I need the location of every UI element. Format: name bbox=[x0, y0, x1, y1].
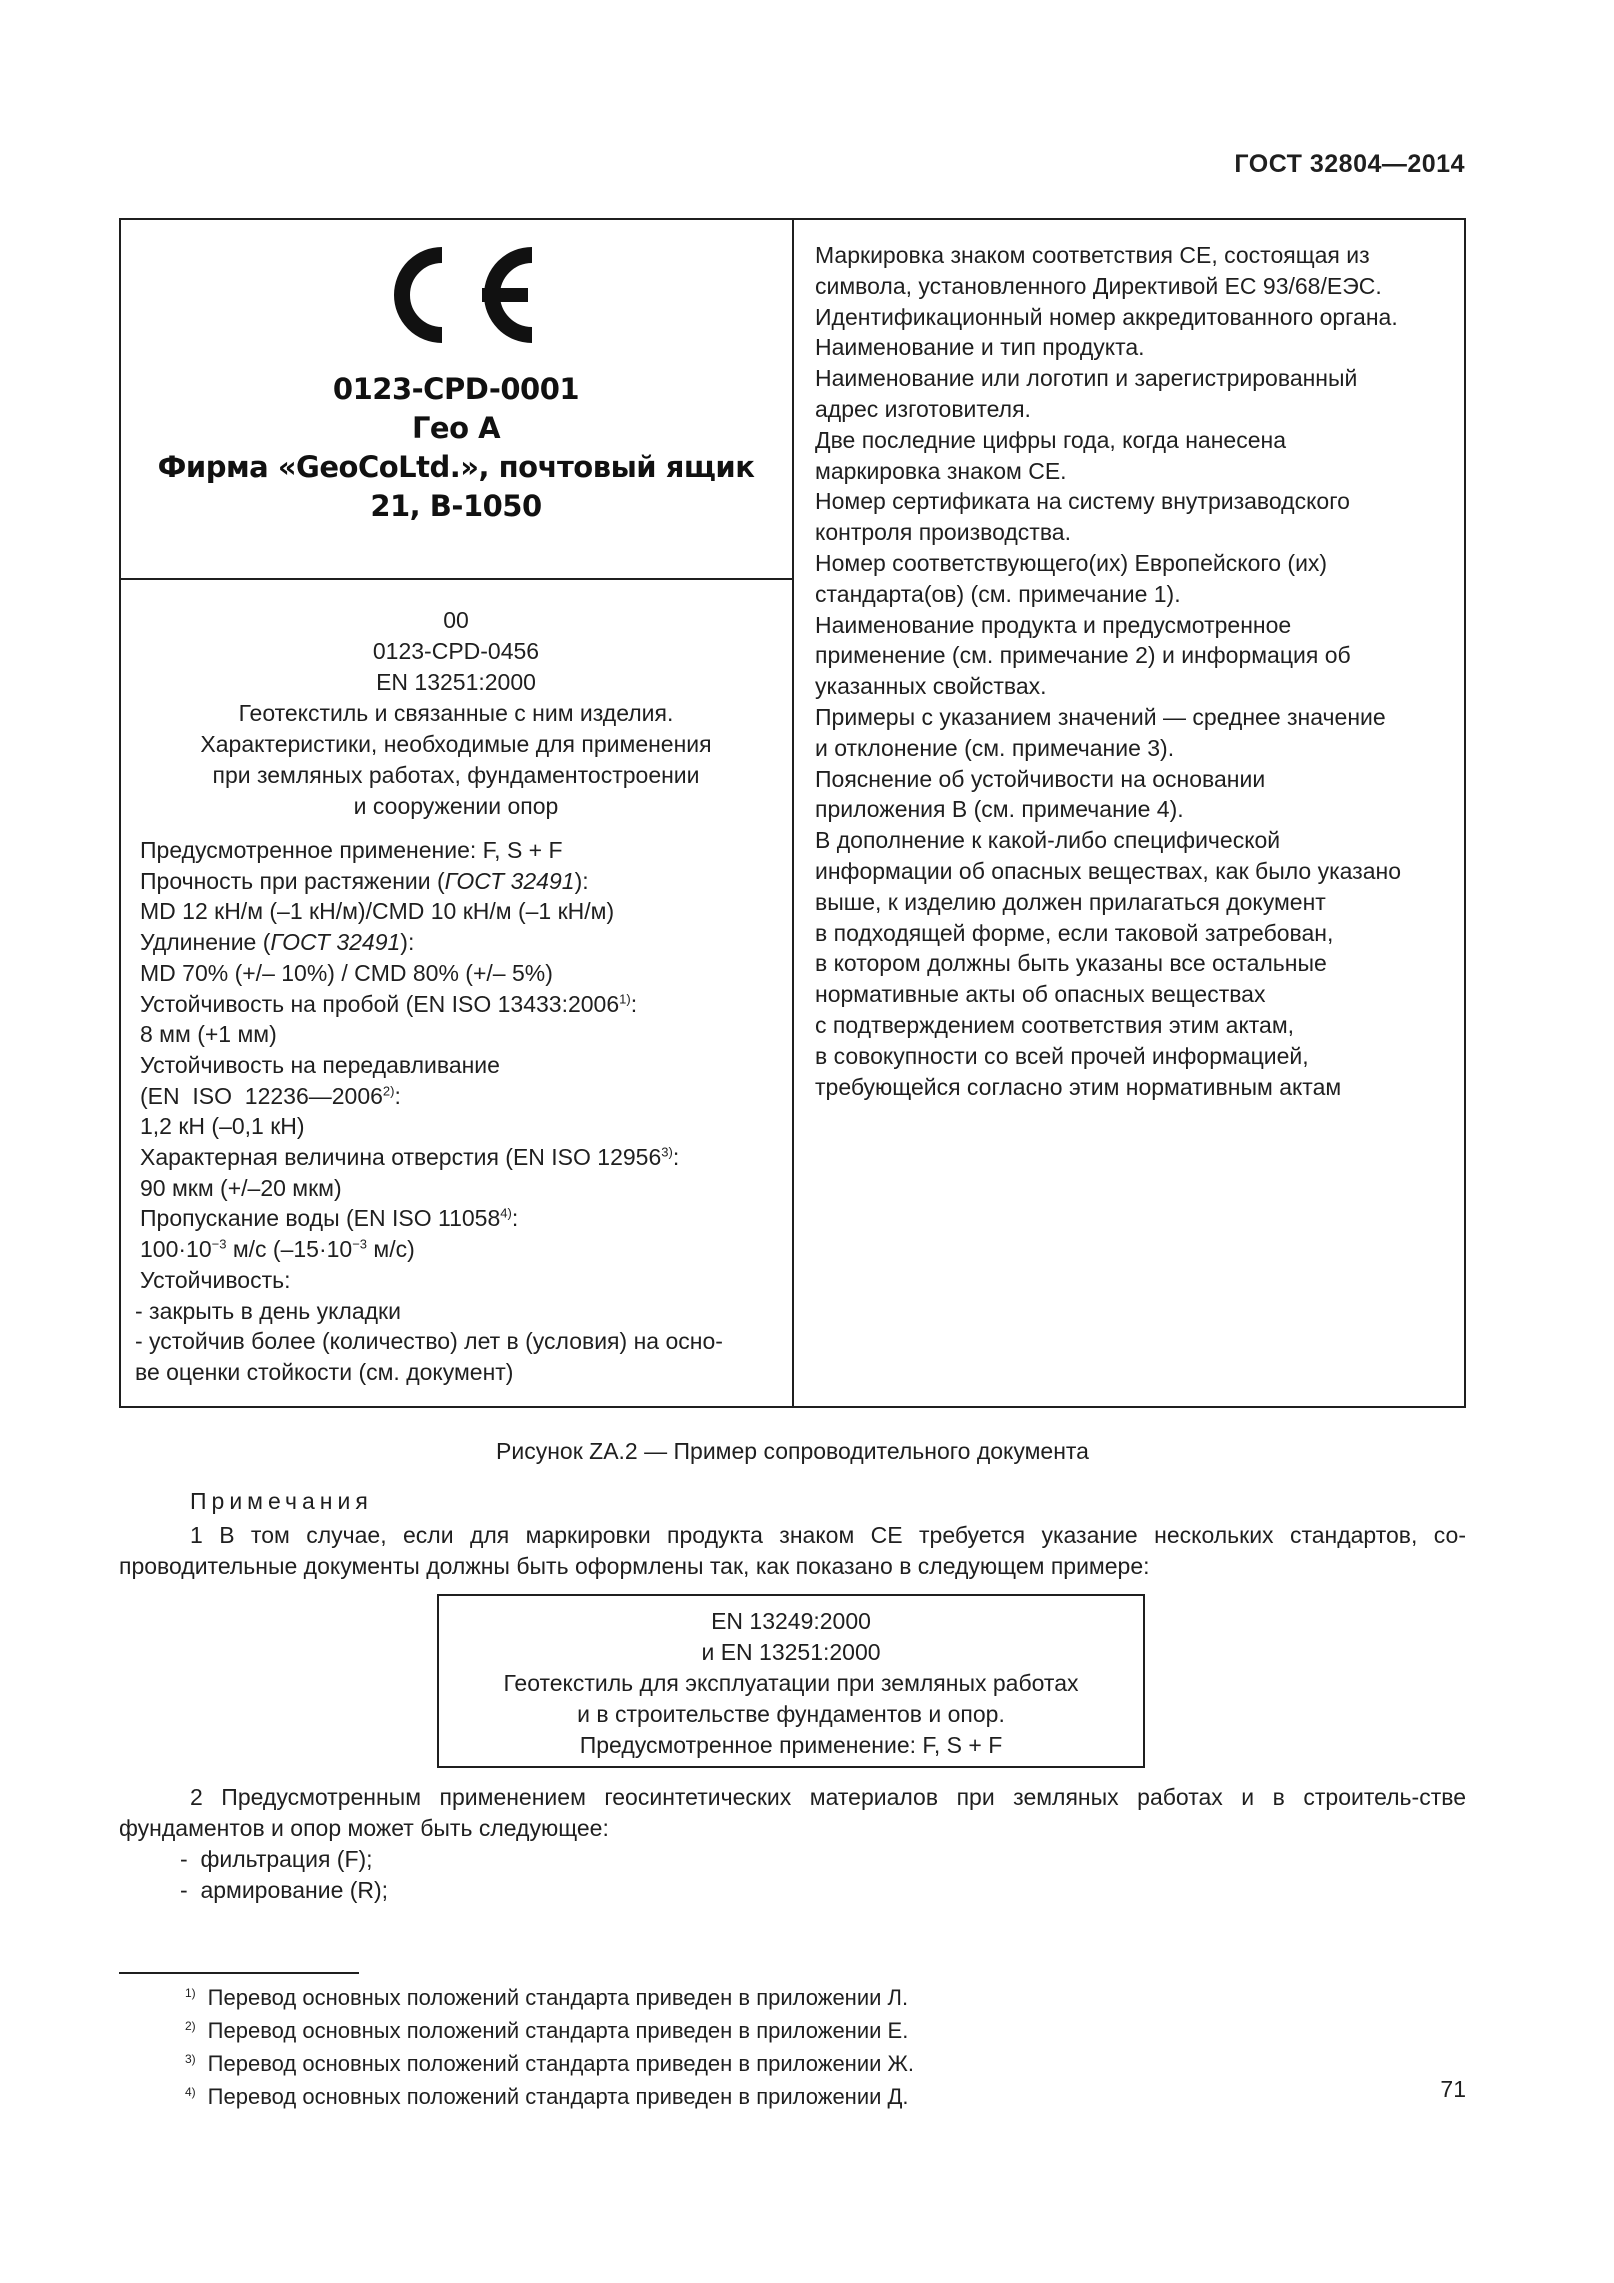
text-span: Характерная величина отверстия (EN ISO 12956 bbox=[140, 1144, 662, 1171]
footnote-mark: 4) bbox=[185, 2085, 196, 2099]
property-line: - закрыть в день укладки bbox=[135, 1297, 401, 1324]
property-line: 8 мм (+1 мм) bbox=[140, 1021, 277, 1048]
footnote-mark: 1) bbox=[185, 1986, 196, 2000]
text-span: Прочность при растяжении ( bbox=[140, 867, 445, 894]
explanation-line: в котором должны быть указаны все остальные bbox=[815, 950, 1327, 977]
example-line: Геотекстиль для эксплуатации при земляных работах bbox=[503, 1670, 1079, 1696]
text-line: 0123-CPD-0456 bbox=[372, 638, 540, 664]
footnote-divider bbox=[119, 1972, 359, 1974]
manufacturer-line: Фирма «GeoCoLtd.», почтовый ящик bbox=[157, 450, 755, 484]
product-name: Гео А bbox=[411, 411, 501, 445]
explanation-line: и отклонение (см. примечание 3). bbox=[815, 734, 1175, 761]
property-line bbox=[140, 1234, 780, 1265]
standard-ref: ГОСТ 32491 bbox=[444, 867, 575, 894]
text-span: ): bbox=[574, 867, 589, 894]
footnotes bbox=[185, 1983, 914, 2115]
text-span: 100·10 bbox=[140, 1236, 212, 1263]
list-item: - фильтрация (F); bbox=[180, 1846, 373, 1872]
explanation-line: маркировка знаком СЕ. bbox=[815, 457, 1067, 484]
text-span: м/с (–15·10 bbox=[226, 1236, 353, 1263]
bullet-list bbox=[180, 1844, 388, 1906]
explanation-line: стандарта(ов) (см. примечание 1). bbox=[815, 580, 1181, 607]
figure-caption: Рисунок ZA.2 — Пример сопроводительного документа bbox=[496, 1438, 1089, 1464]
footnote-ref: 3) bbox=[661, 1144, 673, 1160]
property-line: 1,2 кН (–0,1 кН) bbox=[140, 1113, 305, 1140]
text-span: Удлинение ( bbox=[140, 929, 271, 956]
text-span: Устойчивость на пробой (EN ISO 13433:2006 bbox=[140, 990, 620, 1017]
document-header: ГОСТ 32804—2014 bbox=[1234, 150, 1465, 178]
example-line: и в строительстве фундаментов и опор. bbox=[577, 1701, 1005, 1727]
ce-mark-block bbox=[125, 370, 787, 526]
note-paragraph: 2 Предусмотренным применением геосинтетических материалов при земляных работах и в строитель-стве фундаментов и опор может быть следующее: bbox=[119, 1784, 1466, 1841]
example-line: Предусмотренное применение: F, S + F bbox=[579, 1732, 1003, 1758]
explanation-line: Наименование или логотип и зарегистрированный bbox=[815, 365, 1358, 392]
footnote-text: Перевод основных положений стандарта приведен в приложении Ж. bbox=[207, 2051, 914, 2076]
explanation-line: Номер соответствующего(их) Европейского (их) bbox=[815, 549, 1328, 576]
footnote-ref: 1) bbox=[619, 990, 631, 1006]
explanation-line: Наименование продукта и предусмотренное bbox=[815, 611, 1292, 638]
text-line: при земляных работах, фундаментостроении bbox=[212, 762, 700, 788]
text-line: Геотекстиль и связанные с ним изделия. bbox=[238, 700, 674, 726]
explanation-line: Идентификационный номер аккредитованного органа. bbox=[815, 303, 1398, 330]
property-line bbox=[140, 989, 780, 1020]
explanation-line: Номер сертификата на систему внутризаводского bbox=[815, 488, 1350, 515]
explanation-line: с подтверждением соответствия этим актам, bbox=[815, 1011, 1295, 1038]
footnote bbox=[185, 2049, 914, 2082]
product-description-block bbox=[125, 605, 787, 822]
certificate-number: 0123-CPD-0001 bbox=[332, 372, 580, 406]
text-line: EN 13251:2000 bbox=[376, 669, 536, 695]
property-line bbox=[140, 927, 780, 958]
text-span: Пропускание воды (EN ISO 11058 bbox=[140, 1205, 501, 1232]
explanation-line: указанных свойствах. bbox=[815, 673, 1047, 700]
property-line: - устойчив более (количество) лет в (условия) на осно- bbox=[135, 1328, 723, 1355]
explanation-line: применение (см. примечание 2) и информация об bbox=[815, 642, 1351, 669]
explanation-line: Примеры с указанием значений — среднее значение bbox=[815, 703, 1386, 730]
property-line bbox=[140, 866, 780, 897]
property-line: ве оценки стойкости (см. документ) bbox=[135, 1358, 514, 1385]
property-line: Устойчивость: bbox=[140, 1266, 291, 1293]
footnote bbox=[185, 2082, 914, 2115]
notes-title: Примечания bbox=[190, 1488, 373, 1514]
property-line: Устойчивость на передавливание bbox=[140, 1051, 500, 1078]
footnote-ref: 4) bbox=[500, 1205, 512, 1221]
text-line: 00 bbox=[443, 607, 469, 633]
text-span: (EN ISO 12236—2006 bbox=[140, 1082, 383, 1109]
explanation-line: Маркировка знаком соответствия СЕ, состоящая из bbox=[815, 242, 1370, 268]
ce-mark-icon bbox=[370, 245, 540, 345]
explanation-line: приложения В (см. примечание 4). bbox=[815, 796, 1184, 823]
example-line: и EN 13251:2000 bbox=[701, 1639, 881, 1665]
product-properties bbox=[135, 835, 780, 1388]
table-column-divider bbox=[792, 218, 794, 1408]
manufacturer-line: 21, B-1050 bbox=[370, 489, 542, 523]
text-span: : bbox=[672, 1144, 680, 1171]
property-line: 90 мкм (+/–20 мкм) bbox=[140, 1174, 342, 1201]
explanation-line: Пояснение об устойчивости на основании bbox=[815, 765, 1266, 792]
list-item: - армирование (R); bbox=[180, 1877, 389, 1903]
property-line bbox=[140, 1081, 780, 1112]
text-line: Характеристики, необходимые для применения bbox=[200, 731, 712, 757]
property-line: Предусмотренное применение: F, S + F bbox=[140, 837, 563, 863]
footnote-text: Перевод основных положений стандарта приведен в приложении Е. bbox=[207, 2018, 909, 2043]
explanation-column bbox=[815, 240, 1455, 1102]
example-line: EN 13249:2000 bbox=[711, 1608, 871, 1634]
text-span: : bbox=[630, 990, 638, 1017]
exponent: −3 bbox=[352, 1236, 368, 1252]
exponent: −3 bbox=[211, 1236, 227, 1252]
explanation-line: в совокупности со всей прочей информацией, bbox=[815, 1042, 1309, 1069]
explanation-line: Наименование и тип продукта. bbox=[815, 334, 1145, 361]
property-line: MD 12 кН/м (–1 кН/м)/CMD 10 кН/м (–1 кН/м) bbox=[140, 898, 615, 925]
explanation-line: нормативные акты об опасных веществах bbox=[815, 981, 1266, 1008]
explanation-line: символа, установленного Директивой ЕС 93/68/ЕЭС. bbox=[815, 272, 1382, 299]
explanation-line: информации об опасных веществах, как было указано bbox=[815, 857, 1402, 884]
table-row-divider bbox=[119, 578, 794, 580]
footnote bbox=[185, 2016, 914, 2049]
footnote-ref: 2) bbox=[382, 1082, 395, 1098]
text-span: : bbox=[511, 1205, 519, 1232]
explanation-line: адрес изготовителя. bbox=[815, 395, 1031, 422]
text-span: м/с) bbox=[367, 1236, 415, 1263]
footnote bbox=[185, 1983, 914, 2016]
footnote-mark: 3) bbox=[185, 2052, 196, 2066]
text-span: ): bbox=[400, 929, 415, 956]
note-paragraph: 1 В том случае, если для маркировки продукта знаком CE требуется указание нескольких стандартов, со-проводительные документы должны быть оформлены так, как показано в следующем примере: bbox=[119, 1522, 1466, 1579]
property-line bbox=[140, 1203, 780, 1234]
footnote-text: Перевод основных положений стандарта приведен в приложении Л. bbox=[207, 1985, 909, 2010]
explanation-line: В дополнение к какой-либо специфической bbox=[815, 827, 1281, 854]
footnote-mark: 2) bbox=[185, 2019, 196, 2033]
page-number: 71 bbox=[1440, 2076, 1466, 2102]
explanation-line: Две последние цифры года, когда нанесена bbox=[815, 426, 1286, 453]
explanation-line: требующейся согласно этим нормативным актам bbox=[815, 1073, 1342, 1100]
text-span: : bbox=[394, 1082, 401, 1109]
standard-ref: ГОСТ 32491 bbox=[270, 929, 401, 956]
explanation-line: контроля производства. bbox=[815, 519, 1071, 546]
footnote-text: Перевод основных положений стандарта приведен в приложении Д. bbox=[207, 2084, 909, 2109]
explanation-line: в подходящей форме, если таковой затребован, bbox=[815, 919, 1334, 946]
property-line: MD 70% (+/– 10%) / CMD 80% (+/– 5%) bbox=[140, 959, 553, 986]
text-line: и сооружении опор bbox=[353, 793, 559, 819]
property-line bbox=[140, 1142, 780, 1173]
explanation-line: выше, к изделию должен прилагаться документ bbox=[815, 888, 1326, 915]
example-box bbox=[437, 1594, 1145, 1768]
